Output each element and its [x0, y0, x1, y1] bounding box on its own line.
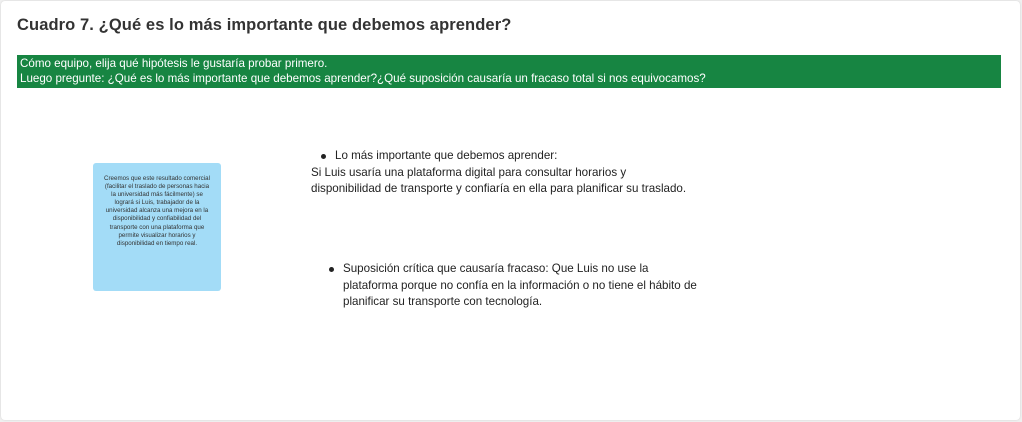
- bullet-icon: [329, 267, 334, 272]
- assumption-text-block[interactable]: [327, 261, 697, 311]
- banner-line-1: Cómo equipo, elija qué hipótesis le gustaría probar primero.: [20, 57, 328, 70]
- learning-heading: Lo más importante que debemos aprender:: [335, 149, 558, 162]
- hypothesis-sticky-note[interactable]: [93, 163, 221, 291]
- sticky-note-text: Creemos que este resultado comercial (facilitar el traslado de personas hacia la universidad más fácilmente) se logrará si Luis, trabajador de la universidad alcanza una mejora en la disponibilidad y confiabilidad del transporte con una plataforma que permite visualizar horarios y disponibilidad en tiempo real.: [104, 175, 210, 247]
- assumption-text: Suposición crítica que causaría fracaso: Que Luis no use la plataforma porque no confía en la información o no tiene el hábito de planificar su transporte con tecnología.: [343, 262, 697, 308]
- bullet-icon: [321, 154, 326, 159]
- banner-line-2: Luego pregunte: ¿Qué es lo más importante que debemos aprender?¿Qué suposición causaría un fracaso total si nos equivocamos?: [20, 71, 706, 85]
- assumption-item: [329, 261, 697, 311]
- instructions-banner[interactable]: [17, 55, 1001, 88]
- learning-text-block[interactable]: [311, 148, 691, 198]
- learning-body: Si Luis usaría una plataforma digital para consultar horarios y disponibilidad de transporte y confiaría en ella para planificar su traslado.: [311, 165, 687, 195]
- board-title: Cuadro 7. ¿Qué es lo más importante que debemos aprender?: [17, 16, 512, 34]
- learning-heading-item: [321, 148, 691, 165]
